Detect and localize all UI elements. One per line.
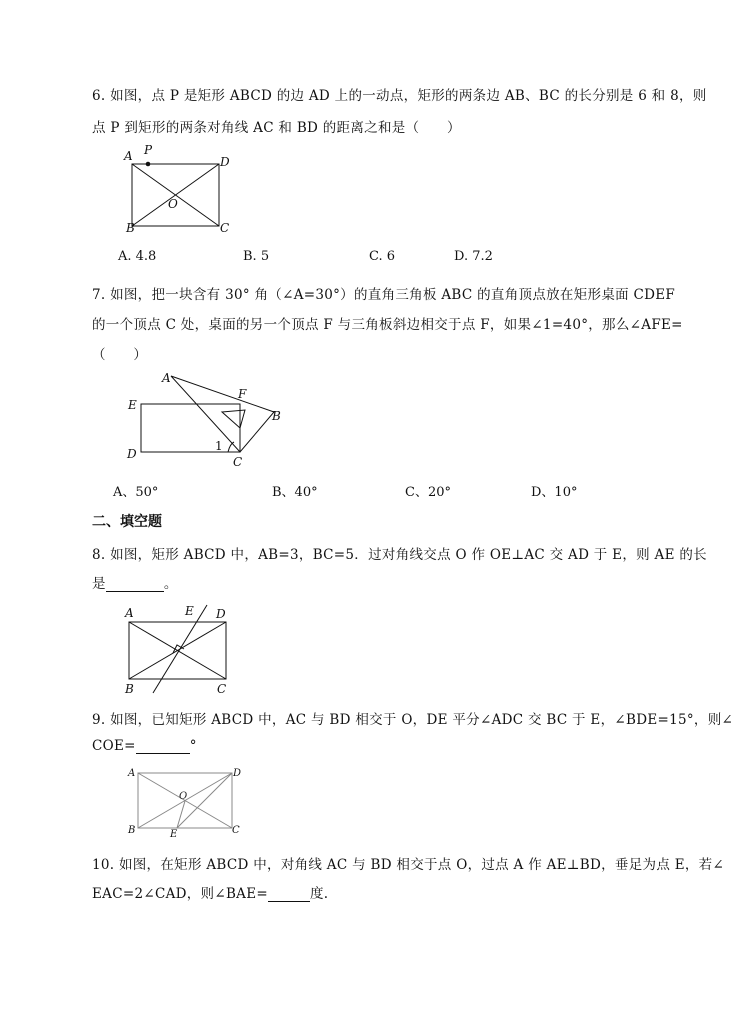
q9-answer-blank[interactable] — [136, 740, 190, 754]
q6-option-d[interactable]: D. 7.2 — [454, 249, 493, 264]
q7-option-b[interactable]: B、40° — [272, 485, 318, 500]
q6-text-line2: 点 P 到矩形的两条对角线 AC 和 BD 的距离之和是（ ） — [92, 120, 461, 136]
q10-suffix: 度. — [310, 886, 329, 902]
q9-label-d: D — [233, 768, 242, 779]
q8-label-e: E — [185, 604, 194, 618]
q9-label-e: E — [170, 829, 178, 840]
q6-text-line1: 6. 如图，点 P 是矩形 ABCD 的边 AD 上的一动点，矩形的两条边 AB、BC 的长分别是 6 和 8，则 — [92, 88, 707, 104]
q6-option-b[interactable]: B. 5 — [243, 249, 270, 264]
q7-label-e: E — [128, 398, 137, 412]
q8-label-d: D — [216, 607, 226, 621]
q8-label-a: A — [125, 606, 134, 620]
q8-label-b: B — [125, 682, 134, 696]
q6-label-o: O — [168, 197, 178, 211]
q7-text-line1: 7. 如图，把一块含有 30° 角（∠A=30°）的直角三角板 ABC 的直角顶点放在矩形桌面 CDEF — [92, 287, 676, 303]
q7-label-c: C — [233, 455, 243, 469]
section-title: 二、填空题 — [92, 514, 162, 530]
q7-label-f: F — [238, 387, 247, 401]
q7-option-a[interactable]: A、50° — [113, 485, 159, 500]
q9-figure — [124, 765, 250, 841]
q10-answer-blank[interactable] — [268, 888, 310, 902]
q6-option-a[interactable]: A. 4.8 — [118, 249, 157, 264]
q7-text-line3: （ ） — [92, 347, 148, 363]
q6-label-p: P — [144, 143, 153, 157]
q8-text-line1: 8. 如图，矩形 ABCD 中，AB=3，BC=5．过对角线交点 O 作 OE⊥AC 交 AD 于 E，则 AE 的长 — [92, 547, 707, 563]
q6-label-b: B — [126, 221, 135, 235]
q8-answer-blank[interactable] — [106, 578, 164, 592]
q9-label-c: C — [232, 825, 240, 836]
q7-label-angle1: 1 — [215, 439, 223, 453]
q8-text-line2 — [92, 572, 178, 592]
q10-prefix: EAC=2∠CAD，则∠BAE= — [92, 886, 268, 902]
q8-label-c: C — [217, 682, 227, 696]
q8-suffix: 。 — [163, 576, 178, 592]
q8-figure — [119, 601, 239, 699]
q9-label-a: A — [128, 768, 136, 779]
q7-option-c[interactable]: C、20° — [405, 485, 451, 500]
q7-label-a: A — [162, 371, 171, 385]
q9-label-o: O — [179, 791, 188, 802]
q7-text-line2: 的一个顶点 C 处，桌面的另一个顶点 F 与三角板斜边相交于点 F，如果∠1=40°，那么∠AFE= — [92, 317, 683, 333]
q9-prefix: COE= — [92, 738, 136, 754]
q10-text-line1: 10. 如图，在矩形 ABCD 中，对角线 AC 与 BD 相交于点 O，过点 A 作 AE⊥BD，垂足为点 E，若∠ — [92, 857, 725, 873]
q7-label-d: D — [127, 447, 137, 461]
q9-suffix: ° — [189, 738, 197, 754]
q7-label-b: B — [272, 409, 281, 423]
q7-option-d[interactable]: D、10° — [531, 485, 578, 500]
q9-text-line1: 9. 如图，已知矩形 ABCD 中，AC 与 BD 相交于 O，DE 平分∠ADC 交 BC 于 E，∠BDE=15°，则∠ — [92, 712, 734, 728]
q6-option-c[interactable]: C. 6 — [369, 249, 396, 264]
q9-label-b: B — [128, 825, 136, 836]
q6-label-c: C — [220, 221, 230, 235]
q7-figure — [124, 368, 294, 468]
q9-text-line2 — [92, 738, 197, 754]
q8-prefix: 是 — [92, 576, 106, 592]
q10-text-line2 — [92, 882, 328, 902]
q6-label-d: D — [220, 155, 230, 169]
q6-label-a: A — [124, 149, 133, 163]
q6-figure — [118, 142, 238, 238]
